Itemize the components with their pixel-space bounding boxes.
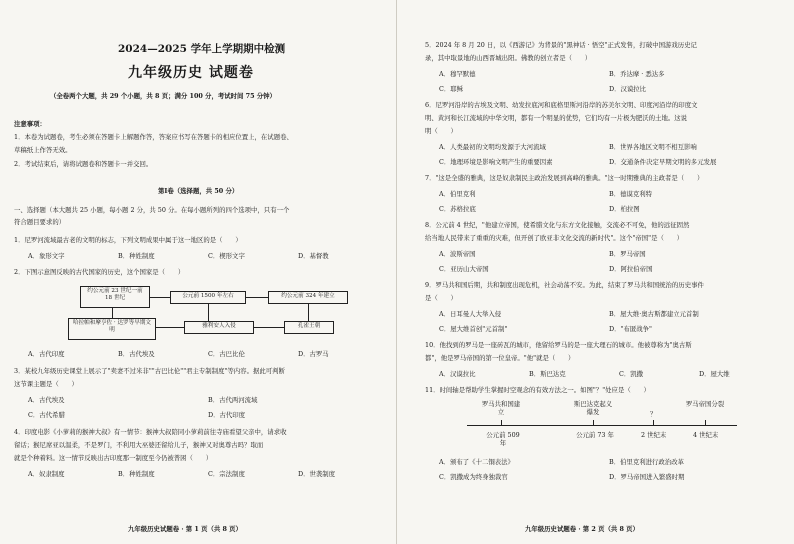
question-10-cont: 都"，他是罗马帝国的第一位皇帝。"他"就是（ ） [425,354,575,362]
q9-option-c: C．屋大维首创"元首制" [439,325,508,333]
question-4-cont-2: 就是个种着料。这一情节反映出古印度那一制度至今仍被普困（ ） [14,454,213,462]
q1-option-a: A．象形文字 [28,252,65,260]
q6-option-b: B．世界各地区文明不相互影响 [609,143,697,151]
question-3-cont: 这节课主题是（ ） [14,380,78,388]
question-5: 5．2024 年 8 月 20 日，以《西游记》为背景的"黑神话 · 悟空"正式发售，打破中国游戏历史记 [425,41,697,49]
diagram-arrow-3 [156,327,184,328]
q6-option-d: D．交通条件决定早期文明的多元发展 [609,158,717,166]
q9-option-b: B．屋大维·奥古斯都建立元首制 [609,310,699,318]
q11-option-c: C．凯撒成为终身独裁官 [439,473,508,481]
q10-option-c: C．凯撒 [619,370,644,378]
question-4: 4．印度电影《小萝莉的猴神大叔》有一情节：猴神大叔陪同小萝莉前往寺庙看望父亲中，请求收 [14,428,287,436]
q7-option-a: A．伯里克利 [439,190,476,198]
q4-option-b: B．种姓制度 [118,470,155,478]
question-10: 10．他找到的罗马是一座砖瓦的城市，他留给罗马的是一座大理石的城市。他被尊称为"奥古斯 [425,341,692,349]
question-8: 8．公元前 4 世纪，"他建立帝国，使希腊文化与东方文化接触，交流必不可免，他的远征固然 [425,221,690,229]
diagram-arrow-2 [246,297,268,298]
diagram-box-1500bc: 公元前 1500 年左右 [170,291,246,304]
q4-option-a: A．奴隶制度 [28,470,65,478]
q2-option-d: D．古罗马 [298,350,329,358]
q3-option-a: A．古代埃及 [28,396,65,404]
q9-option-a: A．日耳曼人大举入侵 [439,310,502,318]
q5-option-a: A．穆罕默德 [439,70,476,78]
diagram-arrow-4 [254,327,284,328]
diagram-box-harappa-period: 约公元前 23 世纪一前 18 世纪 [80,286,150,308]
question-2: 2．下图示意图反映的古代国家的历史，这个国家是（ ） [14,268,185,276]
q3-option-c: C．古代希腊 [28,411,65,419]
timeline-tick-2 [593,420,594,426]
timeline-date-509bc: 公元前 509 年 [486,431,520,447]
diagram-link-3 [308,304,309,321]
q2-option-c: C．古巴比伦 [208,350,245,358]
diagram-link-2 [208,304,209,321]
q4-option-d: D．世袭制度 [298,470,336,478]
q1-option-b: B．种姓制度 [118,252,155,260]
exam-term-title: 2024—2025 学年上学期期中检测 [118,43,286,55]
q3-option-d: D．古代印度 [208,411,246,419]
q5-option-d: D．汉谟拉比 [609,85,647,93]
q9-option-d: D．"布匿战争" [609,325,652,333]
exam-page-2 [397,0,794,544]
q4-option-c: C．宗法制度 [208,470,245,478]
exam-subtitle: （全卷两个大题，共 29 个小题，共 8 页；满分 100 分，考试时间 75 分钟） [50,92,276,100]
diagram-arrow-1 [150,297,170,298]
q8-option-c: C．亚历山大帝国 [439,265,489,273]
question-11: 11．时间轴是帮助学生掌握时空观念的有效方法之一。如图"？"处应是（ ） [425,386,650,394]
q10-option-b: B．斯巴达克 [529,370,566,378]
timeline-tick-4 [705,420,706,426]
notes-heading: 注意事项： [14,120,46,128]
q7-option-b: B．德谟克利特 [609,190,653,198]
q6-option-a: A．人类最初的文明均发源于大河流域 [439,143,546,151]
q10-option-a: A．汉谟拉比 [439,370,476,378]
note-1: 1．本卷为试题卷，考生必须在答题卡上解题作答，答案应书写在答题卡的相应位置上，在试题卷、 [14,133,293,141]
page-2-footer: 九年级历史试题卷 · 第 2 页（共 8 页） [525,525,639,533]
question-4-cont: 留话；猴尼席亚以温柔，不是罗门，不利用大巫婆还留给儿子，猴神又对奥尊古吗？取而 [14,441,264,449]
part-heading: 第Ⅰ卷（选择题，共 50 分） [158,187,239,195]
question-9: 9．罗马共和国后期，共和制度出现危机，社会动荡不安。为此，结束了罗马共和国统治的历史事件 [425,281,704,289]
q8-option-a: A．波斯帝国 [439,250,476,258]
timeline-tick-1 [501,420,502,426]
diagram-link-1 [112,308,113,318]
q7-option-d: D．柏拉图 [609,205,640,213]
question-6-cont-2: 明（ ） [425,127,457,135]
question-6-cont: 明、黄河和长江流域的中华文明，都有一个明显的优势，它们均有一片极为肥沃的土地。这说 [425,114,688,122]
timeline-date-2nd-century: 2 世纪末 [641,431,667,439]
question-8-cont: 给当地人民带来了重重的灾难，但开创了欧亚非文化交流的新时代"。这个"帝国"是（ ） [425,234,684,242]
q6-option-c: C．地理环境是影响文明产生的重要因素 [439,158,553,166]
q7-option-c: C．苏格拉底 [439,205,476,213]
exam-subject-title: 九年级历史 试题卷 [128,65,254,81]
q11-option-d: D．罗马帝国进入繁盛时期 [609,473,685,481]
question-3: 3．某校九年级历史课堂上展示了"卖妻不过米非""古巴比伦""君主专制制度"等内容。据此可判断 [14,367,285,375]
section-1-intro-cont: 符合题目要求的） [14,218,66,226]
q2-option-a: A．古代印度 [28,350,65,358]
timeline-date-73bc: 公元前 73 年 [576,431,614,439]
q5-option-c: C．耶稣 [439,85,464,93]
q11-option-a: A．颁布了《十二铜表法》 [439,458,514,466]
diagram-box-aryan-invasion: 雅利安人入侵 [184,321,254,334]
note-2: 2．考试结束后，请将试题卷和答题卡一并交回。 [14,160,153,168]
q1-option-d: D．基督教 [298,252,329,260]
diagram-box-early-civilization: 哈拉帕和摩亨佐 · 达罗等早期文明 [68,318,156,340]
diagram-box-324bc: 约公元前 324 年建立 [268,291,348,304]
q3-option-b: B．古代两河流域 [208,396,258,404]
question-6: 6．尼罗河沿岸的古埃及文明、幼发拉底河和底格里斯河沿岸的苏美尔文明、印度河沿岸的印度文 [425,101,698,109]
section-1-intro: 一、选择题（本大题共 25 小题，每小题 2 分，共 50 分。在每小题所列的四个选项中，只有一个 [14,206,290,214]
timeline-date-4th-century: 4 世纪末 [693,431,719,439]
timeline-tick-3 [653,420,654,426]
q11-option-b: B．伯里克利进行政治改革 [609,458,684,466]
q2-option-b: B．古代埃及 [118,350,155,358]
page-1-footer: 九年级历史试题卷 · 第 1 页（共 8 页） [128,525,242,533]
question-1: 1．尼罗河流域最古老的文明的标志，下列文明成果中属于这一地区的是（ ） [14,236,242,244]
question-7: 7．"这是全盛的雅典，这是奴隶制民主政治发展到高峰的雅典。"这一时期雅典的主政者是（ ） [425,174,704,182]
timeline-label-republic: 罗马共和国建立 [481,400,521,416]
question-9-cont: 是（ ） [425,294,457,302]
q1-option-c: C．楔形文字 [208,252,245,260]
timeline-label-empire-split: 罗马帝国分裂 [685,400,725,408]
q8-option-d: D．阿拉伯帝国 [609,265,653,273]
q8-option-b: B．罗马帝国 [609,250,646,258]
diagram-box-maurya: 孔雀王朝 [284,321,334,334]
note-1-cont: 草稿纸上作答无效。 [14,146,72,154]
q5-option-b: B．乔达摩 · 悉达多 [609,70,665,78]
timeline-label-spartacus: 斯巴达克起义爆发 [573,400,613,416]
timeline-label-unknown: ？ [650,410,657,418]
timeline-axis [467,425,737,426]
question-5-cont: 录，其中取景地的山西晋城出阳。佛教的创立者是（ ） [425,54,592,62]
q10-option-d: D．屋大维 [699,370,730,378]
